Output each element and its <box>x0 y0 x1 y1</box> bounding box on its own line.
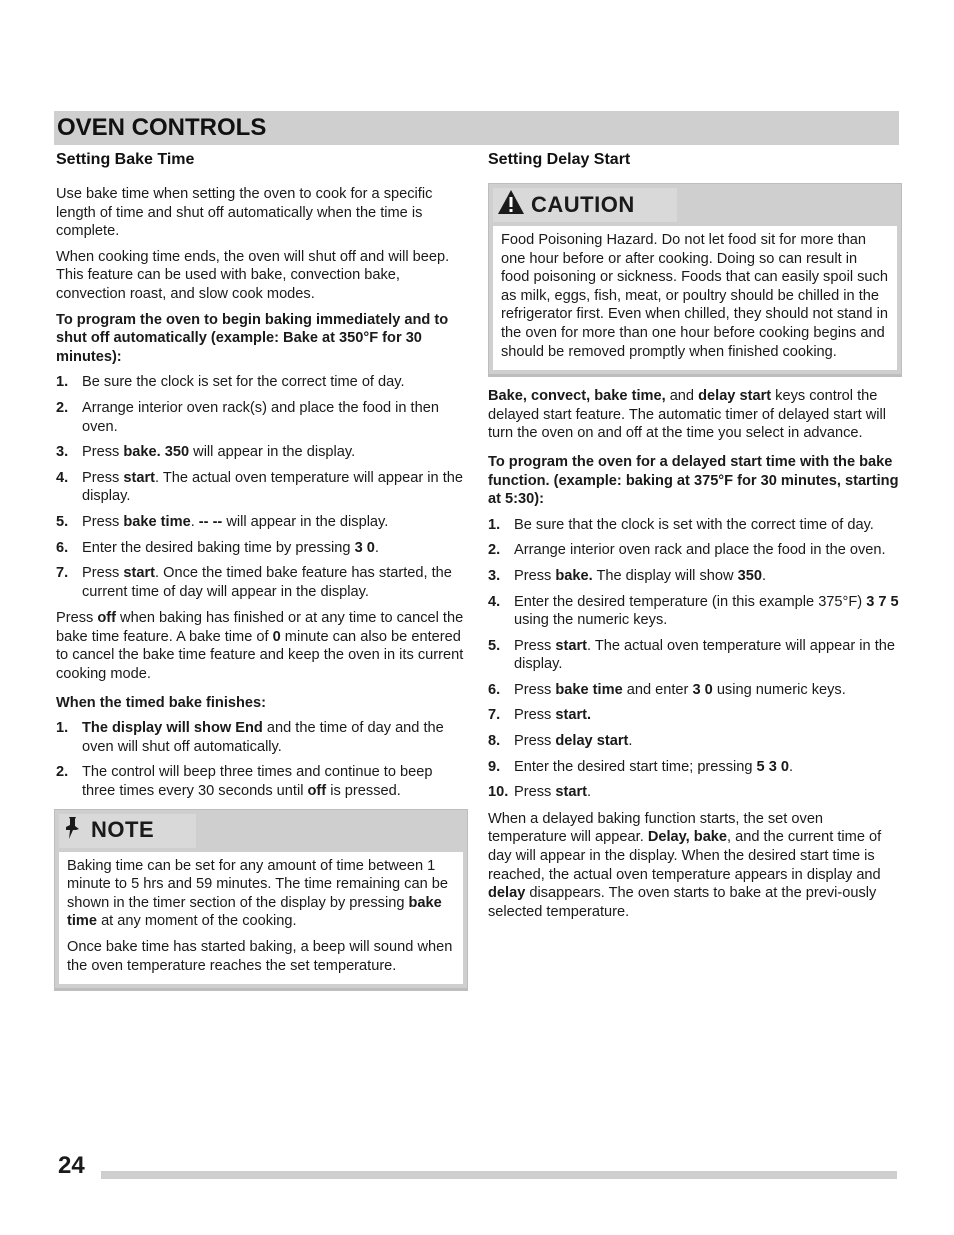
list-item: 3. Press bake. 350 will appear in the display. <box>56 444 356 461</box>
finish-steps <box>56 719 464 800</box>
caution-body <box>493 226 897 370</box>
list-item: 1. Be sure that the clock is set with the correct time of day. <box>488 516 874 533</box>
note-title: NOTE <box>91 817 155 843</box>
footer-bar <box>101 1171 897 1179</box>
note-paragraph-2: Once bake time has started baking, a beep will sound when the oven temperature reaches the set temperature. <box>67 939 453 974</box>
list-item: 5. Press start. The actual oven temperature will appear in the display. <box>488 637 896 673</box>
bake-time-heading: Setting Bake Time <box>56 151 195 168</box>
list-item: 9. Enter the desired start time; pressing 5 3 0. <box>488 758 794 775</box>
pushpin-icon <box>63 815 85 847</box>
caution-header <box>493 188 677 222</box>
left-column <box>56 150 464 989</box>
delay-final-paragraph: When a delayed baking function starts, the set oven temperature will appear. Delay, bake, and the current time of day will appear in the display. When the desired start time is reached, the actual oven temperature appears in display and delay disappears. The oven starts to bake at the previ-ously selected temperature. <box>488 810 882 920</box>
list-item: 2. Arrange interior oven rack(s) and place the food in then oven. <box>56 399 439 435</box>
page-number: 24 <box>58 1152 85 1179</box>
list-item: 1. Be sure the clock is set for the correct time of day. <box>56 374 405 391</box>
list-item: 4. Enter the desired temperature (in this example 375°F) 3 7 5 using the numeric keys. <box>488 593 899 629</box>
list-item: 4. Press start. The actual oven temperature will appear in the display. <box>56 469 464 505</box>
note-body <box>59 852 463 985</box>
list-item: 3. Press bake. The display will show 350. <box>488 567 767 584</box>
list-item: 2. The control will beep three times and continue to beep three times every 30 seconds until off is pressed. <box>56 764 433 800</box>
warning-triangle-icon <box>497 189 525 221</box>
caution-title: CAUTION <box>531 191 635 217</box>
list-item: 6. Enter the desired baking time by pressing 3 0. <box>56 539 379 556</box>
right-column <box>488 150 900 928</box>
note-paragraph-1: Baking time can be set for any amount of time between 1 minute to 5 hrs and 59 minutes. The time remaining can be shown in the timer section of the display by pressing bake time at any moment of the cooking. <box>67 857 448 930</box>
delay-start-lead: To program the oven for a delayed start time with the bake function. (example: baking at 375°F for 30 minutes, starting at 5:30): <box>488 453 899 508</box>
bake-time-intro-1: Use bake time when setting the oven to cook for a specific length of time and shut off automatically when the time is complete. <box>56 186 433 240</box>
note-header <box>59 814 196 848</box>
delay-start-steps <box>488 516 900 802</box>
list-item: 5. Press bake time. -- -- will appear in the display. <box>56 513 389 530</box>
delay-start-heading: Setting Delay Start <box>488 151 631 168</box>
page-title: OVEN CONTROLS <box>57 114 267 141</box>
note-callout <box>54 809 468 990</box>
list-item: 10. Press start. <box>488 784 592 801</box>
list-item: 1. The display will show End and the time of day and the oven will shut off automatically. <box>56 720 444 755</box>
bake-time-steps <box>56 373 464 601</box>
section-header <box>54 111 899 145</box>
caution-callout <box>488 183 902 375</box>
list-item: 7. Press start. Once the timed bake feature has started, the current time of day will appear in the display. <box>56 565 452 600</box>
list-item: 8. Press delay start. <box>488 733 633 750</box>
finish-heading: When the timed bake finishes: <box>56 694 267 711</box>
off-paragraph: Press off when baking has finished or at any time to cancel the bake time feature. A bake time of 0 minute can also be entered to cancel the bake time feature and keep the oven in its current cooking mode. <box>56 610 464 683</box>
list-item: 6. Press bake time and enter 3 0 using numeric keys. <box>488 681 846 698</box>
list-item: 2. Arrange interior oven rack and place the food in the oven. <box>488 542 886 559</box>
keys-paragraph: Bake, convect, bake time, and delay start keys control the delayed start feature. The automatic timer of delayed start will turn the oven on and off at the time you select in advance. <box>488 388 887 442</box>
list-item: 7. Press start. <box>488 707 592 724</box>
caution-text: Food Poisoning Hazard. Do not let food sit for more than one hour before or after cooking. Doing so can result in food poisoning or sickness. Foods that can easily spoil such as milk, eggs, fish, meat, or poultry should be chilled in the refrigerator first. Even when chilled, they should not stand in the oven for more than one hour before cooking begins and should be removed promptly when finished cooking. <box>501 232 888 360</box>
bake-time-lead: To program the oven to begin baking immediately and to shut off automatically (example: Bake at 350°F for 30 minutes): <box>56 311 449 365</box>
bake-time-intro-2: When cooking time ends, the oven will shut off and will beep. This feature can be used with bake, convection bake, convection roast, and slow cook modes. <box>56 248 450 302</box>
